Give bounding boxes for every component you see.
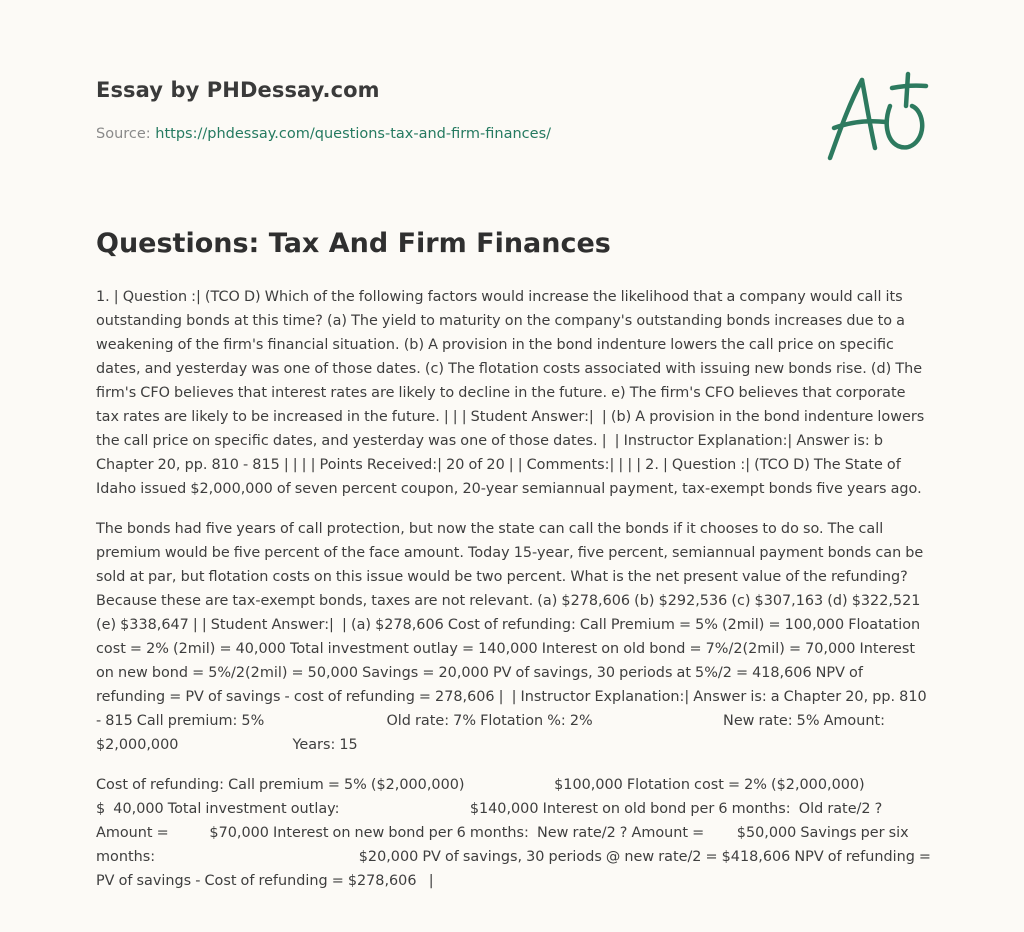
article-body [96,285,943,909]
article-paragraph: The bonds had five years of call protection, but now the state can call the bonds if it chooses to do so. The call premium would be five percent of the face amount. Today 15-year, five percent, semiannual payment bonds can be sold at par, but flotation costs on this issue would be two percent. What is the net present value of the refunding? Because these are tax-exempt bonds, taxes are not relevant. (a) $278,606 (b) $292,536 (c) $307,163 (d) $322,521 (e) $338,647 | | Student Answer:| | (a) $278,606 Cost of refunding: Call Premium = 5% (2mil) = 100,000 Floatation cost = 2% (2mil) = 40,000 Total investment outlay = 140,000 Interest on old bond = 7%/2(2mil) = 70,000 Interest on new bond = 5%/2(2mil) = 50,000 Savings = 20,000 PV of savings, 30 periods at 5%/2 = 418,606 NPV of refunding = PV of savings - cost of refunding = 278,606 | | Instructor Explanation:| Answer is: a Chapter 20, pp. 810 - 815 Call premium: 5% Old rate: 7% Flotation %: 2% New rate: 5% Amount: $2,000,000 Years: 15 [96,521,931,753]
source-line [96,124,936,144]
article-paragraph: Cost of refunding: Call premium = 5% ($2,000,000) $100,000 Flotation cost = 2% ($2,000,000) $ 40,000 Total investment outlay: $140,000 Interest on old bond per 6 months: Old rate/2 ? Amount = $70,000 Interest on new bond per 6 months: New rate/2 ? Amount = $50,000 Savings per six months: $20,000 PV of savings, 30 periods @ new rate/2 = $418,606 NPV of refunding = PV of savings - Cost of refunding = $278,606 | [96,777,943,889]
article-paragraph: 1. | Question :| (TCO D) Which of the following factors would increase the likelihood that a company would call its outstanding bonds at this time? (a) The yield to maturity on the company's outstanding bonds increases due to a weakening of the firm's financial situation. (b) A provision in the bond indenture lowers the call price on specific dates, and yesterday was one of those dates. (c) The flotation costs associated with issuing new bonds rise. (d) The firm's CFO believes that interest rates are likely to decline in the future. e) The firm's CFO believes that corporate tax rates are likely to be increased in the future. | | | Student Answer:| | (b) A provision in the bond indenture lowers the call price on specific dates, and yesterday was one of those dates. | | Instructor Explanation:| Answer is: b Chapter 20, pp. 810 - 815 | | | | Points Received:| 20 of 20 | | Comments:| | | | 2. | Question :| (TCO D) The State of Idaho issued $2,000,000 of seven percent coupon, 20-year semiannual payment, tax-exempt bonds five years ago. [96,289,929,497]
source-link[interactable]: https://phdessay.com/questions-tax-and-firm-finances/ [155,126,552,142]
site-title: Essay by PHDessay.com [96,78,380,102]
article-title: Questions: Tax And Firm Finances [96,228,611,259]
essay-header [96,76,936,144]
source-label: Source: [96,126,156,142]
a-plus-logo-icon [820,66,932,166]
